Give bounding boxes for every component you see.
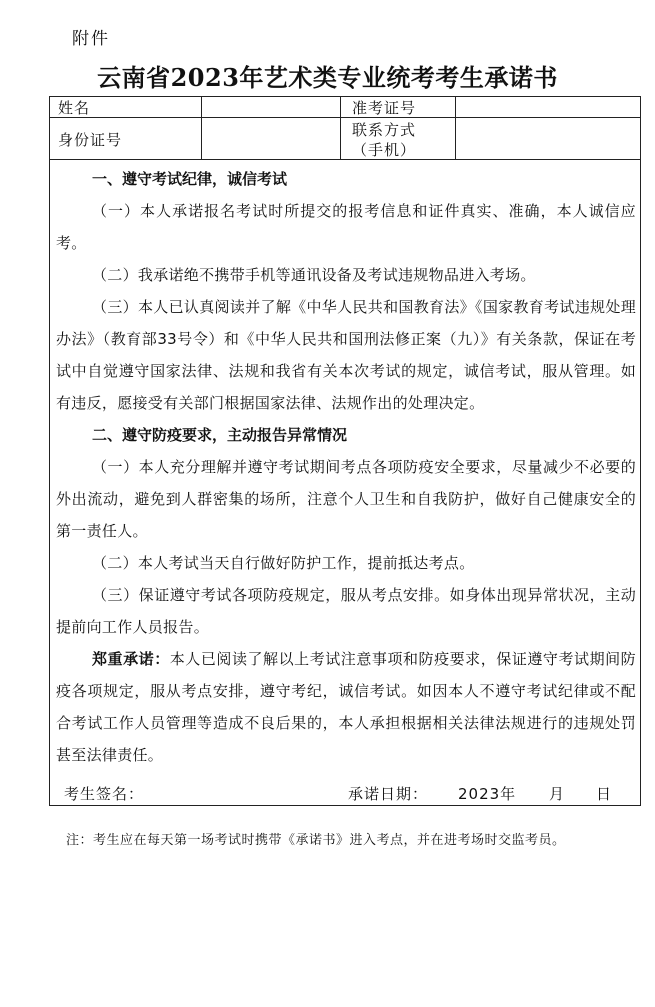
solemn-pledge-label: 郑重承诺： xyxy=(92,650,170,668)
pledge-item: （二）本人考试当天自行做好防护工作，提前抵达考点。 xyxy=(92,554,475,572)
id-number-field[interactable] xyxy=(202,118,339,158)
contact-label: 联系方式 xyxy=(352,121,417,139)
attachment-label: 附件 xyxy=(72,29,110,49)
pledge-item: （一）本人充分理解并遵守考试期间考点各项防疫安全要求，尽量减少不必要的外出流动，避免到人群密集的场所，注意个人卫生和自我防护，做好自己健康安全的第一责任人。 xyxy=(56,458,636,540)
signature-label: 考生签名： xyxy=(64,785,145,803)
pledge-item: （一）本人承诺报名考试时所提交的报考信息和证件真实、准确，本人诚信应考。 xyxy=(56,202,636,252)
table-divider xyxy=(340,96,341,159)
footnote: 注：考生应在每天第一场考试时携带《承诺书》进入考点，并在进考场时交监考员。 xyxy=(66,833,566,848)
pledge-item: （二）我承诺绝不携带手机等通讯设备及考试违规物品进入考场。 xyxy=(92,266,536,284)
section-heading: 二、遵守防疫要求，主动报告异常情况 xyxy=(92,426,348,444)
id-number-label: 身份证号 xyxy=(58,131,123,149)
contact-field[interactable] xyxy=(456,118,639,158)
pledge-item: （三）本人已认真阅读并了解《中华人民共和国教育法》《国家教育考试违规处理办法》（教育部33号令）和《中华人民共和国刑法修正案（九）》有关条款，保证在考试中自觉遵守国家法律、法规和我省有关本次考试的规定，诚信考试，服从管理。如有违反，愿接受有关部门根据国家法律、法规作出的处理决定。 xyxy=(56,298,636,412)
admission-number-field[interactable] xyxy=(456,97,639,116)
document-title: 云南省2023年艺术类专业统考考生承诺书 xyxy=(97,63,558,92)
section-heading: 一、遵守考试纪律，诚信考试 xyxy=(92,170,288,188)
date-month: 月 xyxy=(549,785,566,803)
name-label: 姓名 xyxy=(58,99,91,117)
pledge-item: （三）保证遵守考试各项防疫规定，服从考点安排。如身体出现异常状况，主动提前向工作人员报告。 xyxy=(56,586,636,636)
contact-label-sub: （手机） xyxy=(352,141,417,159)
signature-field[interactable] xyxy=(140,783,330,803)
date-year: 2023年 xyxy=(458,785,517,803)
table-divider xyxy=(49,159,641,160)
date-day: 日 xyxy=(596,785,613,803)
pledge-body xyxy=(56,163,636,771)
solemn-pledge xyxy=(56,643,636,771)
name-field[interactable] xyxy=(202,97,339,116)
solemn-pledge-text: 本人已阅读了解以上考试注意事项和防疫要求，保证遵守考试期间防疫各项规定，服从考点安排，遵守考纪，诚信考试。如因本人不遵守考试纪律或不配合考试工作人员管理等造成不良后果的，本人承担根据相关法律法规进行的违规处罚甚至法律责任。 xyxy=(56,650,636,764)
admission-number-label: 准考证号 xyxy=(352,99,417,117)
date-label: 承诺日期： xyxy=(348,785,429,803)
